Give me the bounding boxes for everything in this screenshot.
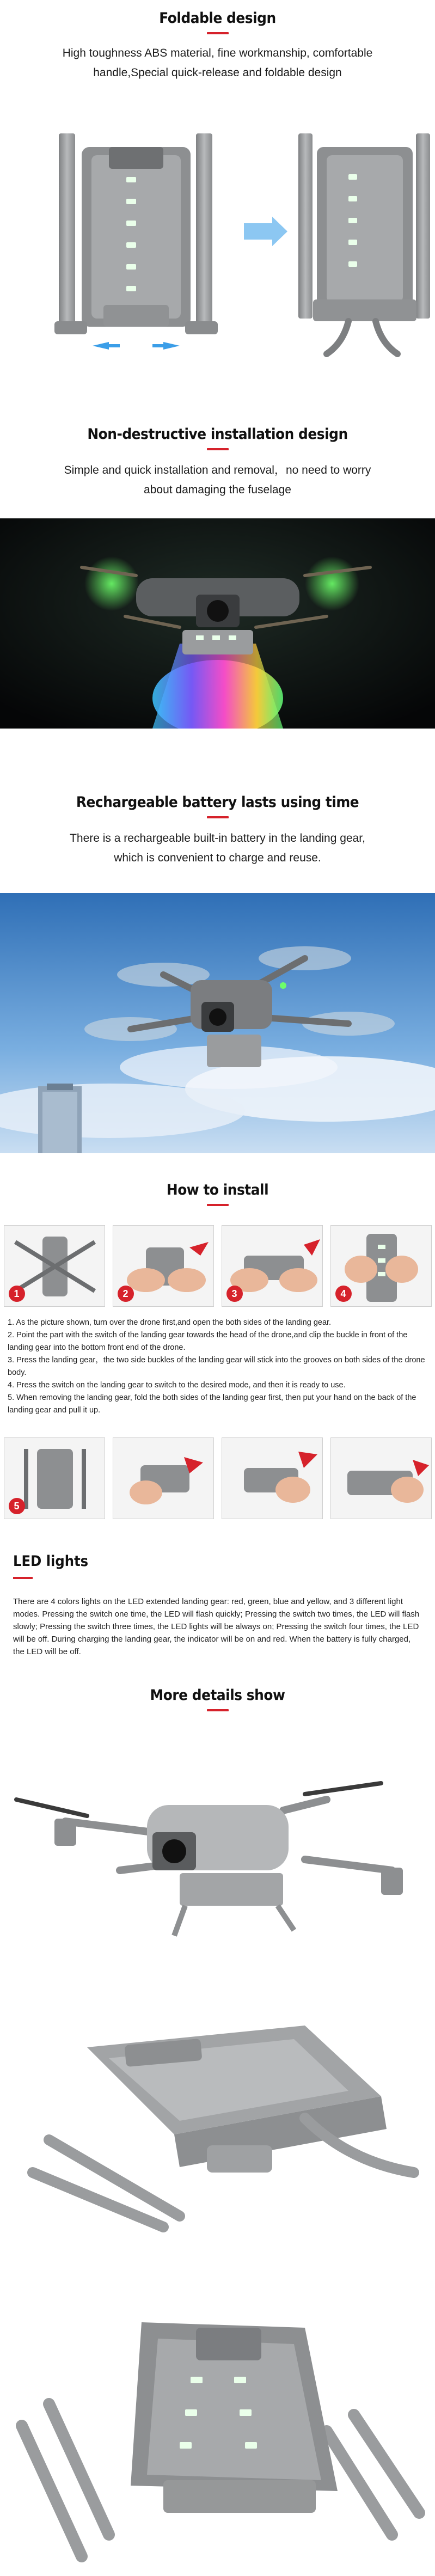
arrow-right-icon <box>244 217 287 246</box>
drone-sky-photo <box>0 893 435 1153</box>
how-to-install-header <box>0 1182 435 1206</box>
install-step-5-image <box>4 1437 105 1519</box>
install-step-3-image <box>222 1225 323 1307</box>
step-badge-4: 4 <box>335 1286 352 1302</box>
arrow-inward-icon <box>93 342 180 350</box>
install-design-title: Non-destructive installation design <box>87 426 348 443</box>
detail-gear-led-image <box>0 2306 435 2567</box>
install-steps-text <box>8 1317 427 1417</box>
install-steps-row-1 <box>0 1225 435 1307</box>
step-badge-1: 1 <box>9 1286 25 1302</box>
install-design-description <box>0 461 435 500</box>
removal-image-2 <box>113 1437 214 1519</box>
foldable-illustration <box>0 125 435 365</box>
title-rule <box>207 32 229 34</box>
foldable-line-1: High toughness ABS material, fine workmanship, comfortable <box>62 47 373 59</box>
install-design-line-2: about damaging the fuselage <box>144 484 291 496</box>
install-step-5-text: 5. When removing the landing gear, fold the both sides of the landing gear first, then put your hand on the back of the landing gear and pull it up. <box>8 1393 416 1415</box>
detail-gear-folded-image <box>0 2009 435 2238</box>
install-step-4-text: 4. Press the switch on the landing gear to switch to the desired mode, and then it is ready to use. <box>8 1381 346 1390</box>
install-step-3-text: 3. Press the landing gear，the two side buckles of the landing gear will stick into the grooves on both sides of the drone body. <box>8 1356 425 1377</box>
foldable-header <box>0 10 435 34</box>
gear-folded <box>298 133 430 354</box>
how-to-install-title: How to install <box>166 1182 269 1198</box>
details-title: More details show <box>150 1687 285 1704</box>
install-step-1-text: 1. As the picture shown, turn over the drone first,and open the both sides of the landing gear. <box>8 1318 332 1327</box>
gear-unfolded <box>54 133 218 334</box>
title-rule <box>207 816 229 818</box>
battery-header <box>0 794 435 818</box>
foldable-title: Foldable design <box>159 10 276 27</box>
title-rule <box>207 1204 229 1206</box>
install-step-1-image <box>4 1225 105 1307</box>
step-badge-5: 5 <box>9 1498 25 1514</box>
foldable-line-2: handle,Special quick-release and foldable design <box>93 66 342 79</box>
step-badge-3: 3 <box>226 1286 243 1302</box>
battery-description <box>0 829 435 868</box>
battery-title: Rechargeable battery lasts using time <box>76 794 359 811</box>
title-rule <box>207 1709 229 1711</box>
led-title: LED lights <box>13 1553 89 1570</box>
install-step-4-image <box>330 1225 432 1307</box>
install-step-2-image <box>113 1225 214 1307</box>
drone-night-photo <box>0 518 435 729</box>
foldable-description <box>0 44 435 83</box>
removal-image-3 <box>222 1437 323 1519</box>
step-badge-2: 2 <box>118 1286 134 1302</box>
install-design-header <box>0 426 435 450</box>
details-header <box>0 1687 435 1711</box>
battery-line-2: which is convenient to charge and reuse. <box>114 852 321 864</box>
led-description: There are 4 colors lights on the LED extended landing gear: red, green, blue and yellow, and 3 different light modes. Pressing the switch one time, the LED will flash quickly; Pressing the switch two times, the LED will flash slowly; Pressing the switch three times, the LED lights will be always on; Pressing the switch four times, the LED will be off. During charging the landing gear, the indicator will be on and red. When the battery is fully charged, the LED will be off. <box>13 1597 420 1656</box>
install-steps-row-2 <box>0 1437 435 1519</box>
removal-image-4 <box>330 1437 432 1519</box>
install-step-2-text: 2. Point the part with the switch of the landing gear towards the head of the drone,and clip the buckle in front of the landing gear into the bottom front end of the drone. <box>8 1331 408 1352</box>
detail-drone-image <box>0 1751 435 1947</box>
battery-line-1: There is a rechargeable built-in battery in the landing gear, <box>70 832 365 845</box>
title-rule <box>207 448 229 450</box>
install-design-line-1: Simple and quick installation and removal，no need to worry <box>64 464 371 476</box>
led-title-rule <box>13 1577 33 1579</box>
